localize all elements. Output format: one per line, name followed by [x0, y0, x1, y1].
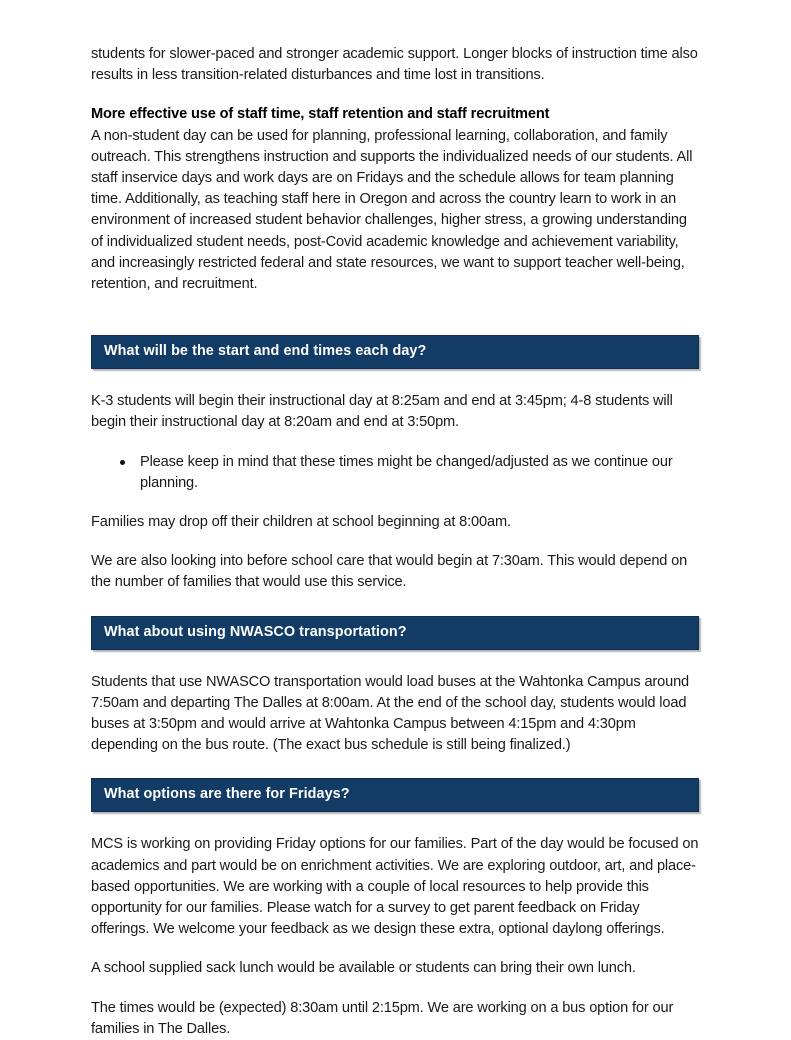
start-end-times-bullet-list — [91, 452, 699, 494]
spacer — [91, 434, 699, 452]
section-banner-friday-options — [91, 778, 699, 812]
section-banner-start-end-times — [91, 335, 699, 369]
section-banner-label: What will be the start and end times each day? — [104, 343, 427, 360]
spacer — [91, 650, 699, 672]
spacer — [91, 756, 699, 778]
section-banner-label: What about using NWASCO transportation? — [104, 623, 407, 640]
spacer — [91, 940, 699, 958]
sack-lunch-paragraph: A school supplied sack lunch would be available or students can bring their own lunch. — [91, 960, 636, 977]
staff-time-heading: More effective use of staff time, staff retention and staff recruitment — [91, 106, 550, 123]
list-item-label: Please keep in mind that these times might be changed/adjusted as we continue our planning. — [140, 453, 673, 491]
list-item — [91, 452, 699, 494]
friday-times-paragraph: The times would be (expected) 8:30am until 2:15pm. We are working on a bus option for our families in The Dalles. — [91, 999, 674, 1037]
spacer — [91, 980, 699, 998]
document-content — [91, 44, 699, 1040]
spacer — [91, 533, 699, 551]
drop-off-paragraph: Families may drop off their children at school beginning at 8:00am. — [91, 514, 511, 531]
before-school-care-paragraph: We are also looking into before school care that would begin at 7:30am. This would depend on the number of families that would use this service. — [91, 553, 688, 591]
intro-continued-paragraph: students for slower-paced and stronger academic support. Longer blocks of instruction time also results in less transition-related disturbances and time lost in transitions. — [91, 46, 698, 84]
staff-time-paragraph: A non-student day can be used for planning, professional learning, collaboration, and family outreach. This strengthens instruction and supports the individualized needs of our students. All staff inservice days and work days are on Fridays and the schedule allows for team planning time. Additionally, as teaching staff here in Oregon and across the country learn to work in an environment of increased student behavior challenges, higher stress, a growing understanding of individualized student needs, post-Covid academic knowledge and achievement variability, and increasingly restricted federal and state resources, we want to support teacher well-being, retention, and recruitment. — [91, 127, 693, 293]
spacer — [91, 295, 699, 317]
spacer — [91, 369, 699, 391]
bullet-dot-icon — [120, 460, 125, 465]
spacer — [91, 494, 699, 512]
spacer — [91, 812, 699, 834]
nwasco-transportation-paragraph: Students that use NWASCO transportation would load buses at the Wahtonka Campus around 7:50am and departing The Dalles at 8:00am. At the end of the school day, students would load buses at 3:50pm and would arrive at Wahtonka Campus between 4:15pm and 4:30pm depending on the bus route. (The exact bus schedule is still being finalized.) — [91, 673, 690, 754]
spacer — [91, 594, 699, 616]
section-banner-label: What options are there for Fridays? — [104, 786, 350, 803]
start-end-times-paragraph: K-3 students will begin their instructional day at 8:25am and end at 3:45pm; 4-8 students will begin their instructional day at 8:20am and end at 3:50pm. — [91, 393, 673, 431]
friday-options-paragraph: MCS is working on providing Friday options for our families. Part of the day would be focused on academics and part would be on enrichment activities. We are exploring outdoor, art, and place-based opportunities. We are working with a couple of local resources to help provide this opportunity for our families. Please watch for a survey to get parent feedback on Friday offerings. We welcome your feedback as we design these extra, optional daylong offerings. — [91, 836, 699, 938]
spacer — [91, 317, 699, 335]
section-banner-nwasco-transportation — [91, 616, 699, 650]
spacer — [91, 86, 699, 104]
